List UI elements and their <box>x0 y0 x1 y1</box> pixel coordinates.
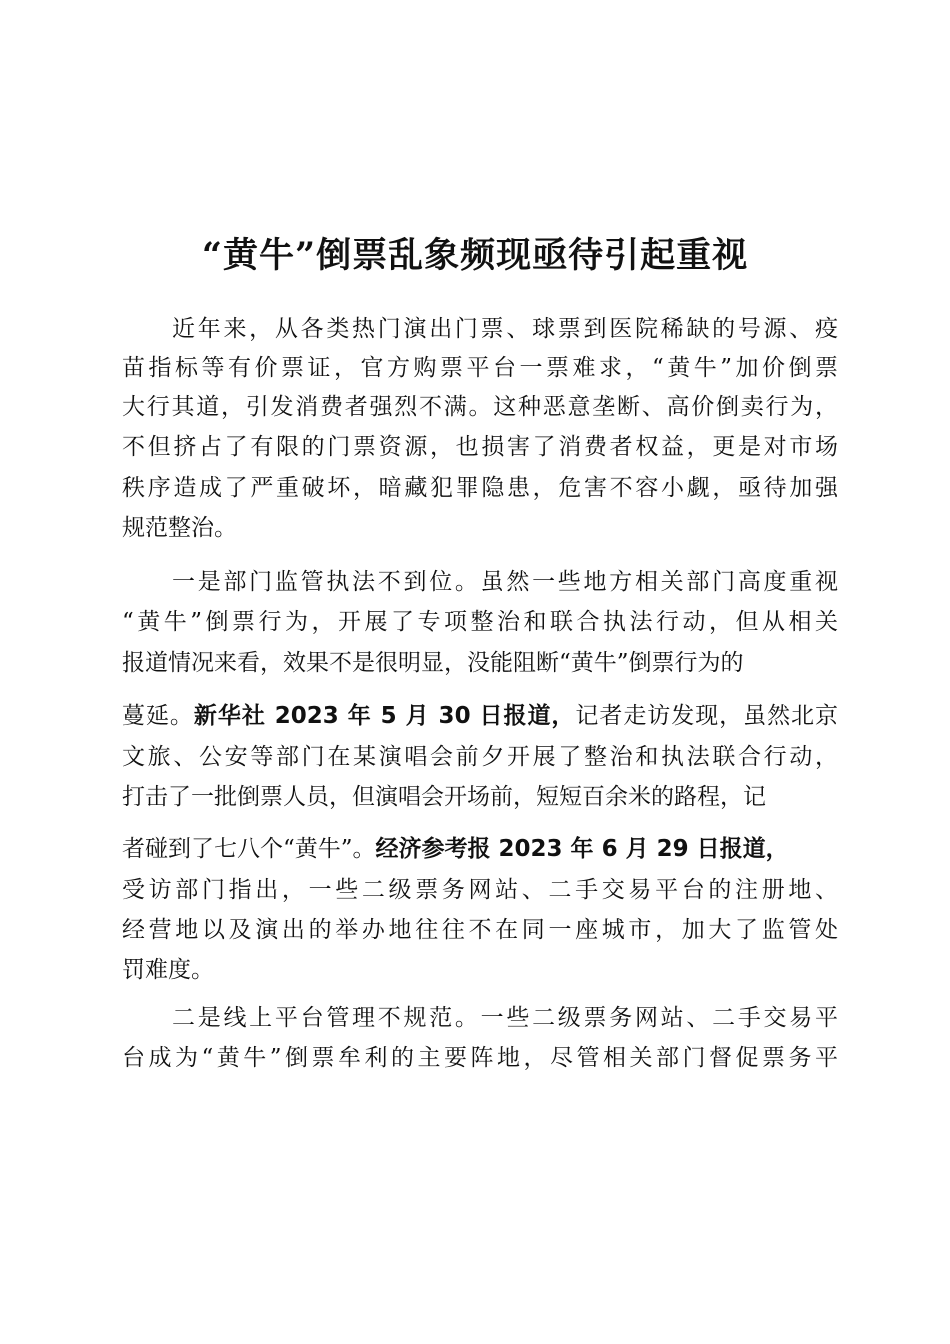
paragraph-2-line-7 <box>122 834 838 864</box>
paragraph-1-line-3: 大行其道，引发消费者强烈不满。这种恶意垄断、高价倒卖行为， <box>122 394 838 420</box>
jjckb-source-citation: 经济参考报 2023 年 6 月 29 日报道， <box>375 836 789 862</box>
paragraph-1-line-5: 秩序造成了严重破坏，暗藏犯罪隐患，危害不容小觑，亟待加强 <box>122 475 838 501</box>
paragraph-1-line-1: 近年来，从各类热门演出门票、球票到医院稀缺的号源、疫 <box>172 316 838 342</box>
paragraph-2-line-8: 受访部门指出，一些二级票务网站、二手交易平台的注册地、 <box>122 877 838 903</box>
line-7-lead-text: 者碰到了七八个“黄牛”。 <box>122 836 376 862</box>
paragraph-2-line-1: 一是部门监管执法不到位。虽然一些地方相关部门高度重视 <box>172 569 838 595</box>
paragraph-2-line-5: 文旅、公安等部门在某演唱会前夕开展了整治和执法联合行动， <box>122 744 838 770</box>
paragraph-2-line-9: 经营地以及演出的举办地往往不在同一座城市，加大了监管处 <box>122 917 838 943</box>
line-4-trailing-text: 记者走访发现，虽然北京 <box>575 703 839 729</box>
line-4-lead-text: 蔓延。 <box>122 703 194 729</box>
paragraph-2-line-3: 报道情况来看，效果不是很明显，没能阻断“黄牛”倒票行为的 <box>122 650 744 676</box>
paragraph-2-line-2: “黄牛”倒票行为，开展了专项整治和联合执法行动，但从相关 <box>122 609 838 635</box>
paragraph-2-line-4 <box>122 701 838 731</box>
paragraph-1-line-6: 规范整治。 <box>122 515 237 541</box>
article-title: “黄牛”倒票乱象频现亟待引起重视 <box>201 235 749 276</box>
paragraph-1-line-2: 苗指标等有价票证，官方购票平台一票难求，“黄牛”加价倒票 <box>122 355 838 381</box>
paragraph-3-line-1: 二是线上平台管理不规范。一些二级票务网站、二手交易平 <box>172 1005 838 1031</box>
xinhua-source-citation: 新华社 2023 年 5 月 30 日报道， <box>193 703 576 729</box>
paragraph-2-line-10: 罚难度。 <box>122 957 214 983</box>
paragraph-1-line-4: 不但挤占了有限的门票资源，也损害了消费者权益，更是对市场 <box>122 434 838 460</box>
paragraph-2-line-6: 打击了一批倒票人员，但演唱会开场前，短短百余米的路程，记 <box>122 784 766 810</box>
paragraph-3-line-2: 台成为“黄牛”倒票牟利的主要阵地，尽管相关部门督促票务平 <box>122 1045 838 1071</box>
